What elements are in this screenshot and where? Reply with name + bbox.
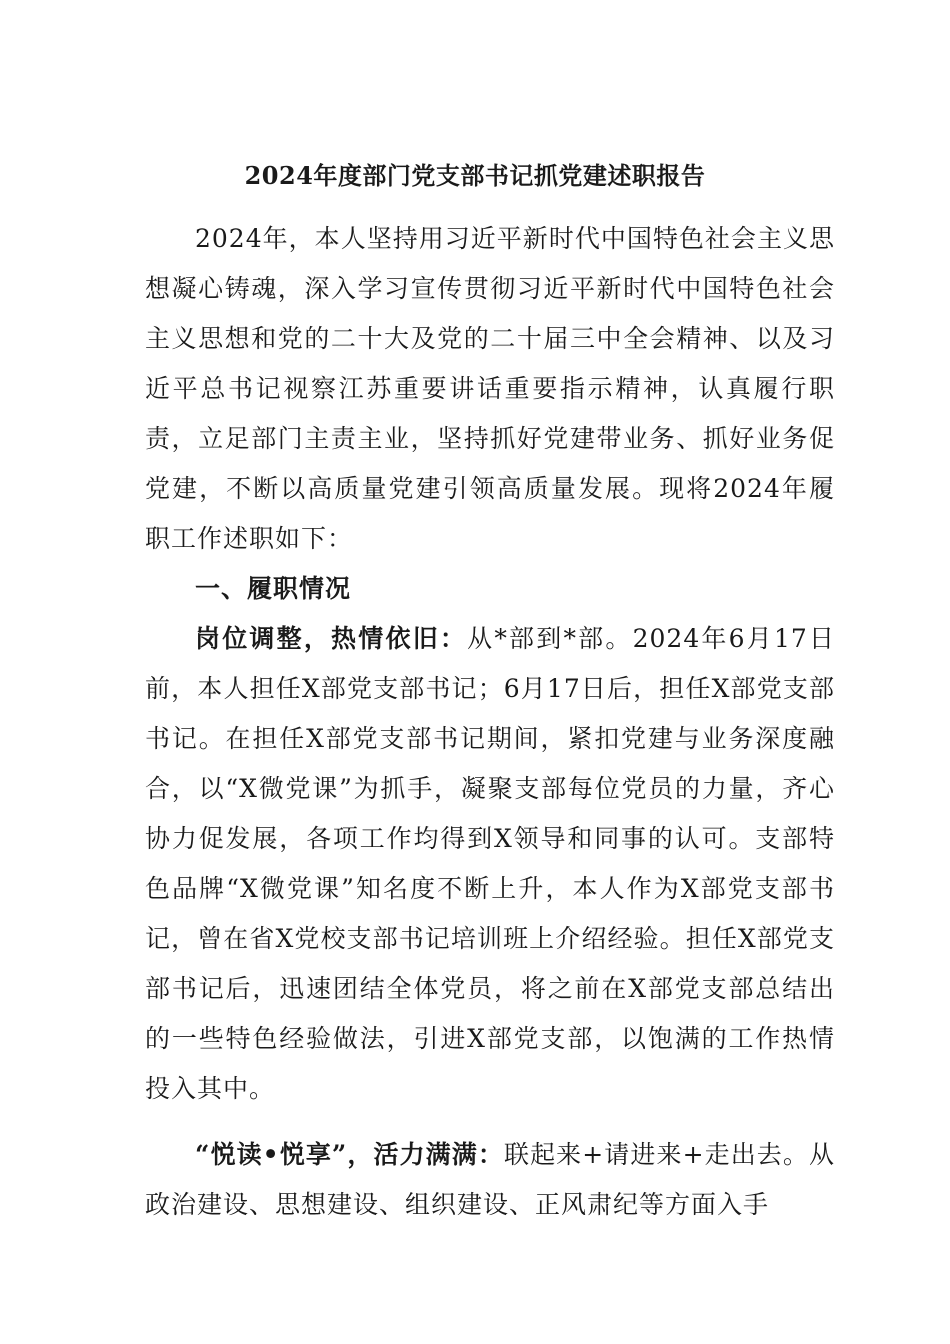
document-body <box>145 214 835 1230</box>
document-title: 2024年度部门党支部书记抓党建述职报告 <box>244 161 706 190</box>
item2-paragraph <box>145 1130 835 1230</box>
item2-lead: “悦读•悦享”，活力满满： <box>195 1140 504 1169</box>
item1-lead: 岗位调整，热情依旧： <box>195 624 468 653</box>
section-heading: 一、履职情况 <box>195 574 352 603</box>
item2-text: 联起来+请进来+走出去。从政治建设、思想建设、组织建设、正风肃纪等方面入手 <box>145 1140 835 1219</box>
item1-paragraph <box>145 614 835 1114</box>
paragraph-gap <box>145 1114 835 1130</box>
item1-text: 从*部到*部。2024年6月17日前，本人担任X部党支部书记；6月17日后，担任X部党支部书记。在担任X部党支部书记期间，紧扣党建与业务深度融合，以“X微党课”为抓手，凝聚支部每位党员的力量，齐心协力促发展，各项工作均得到X领导和同事的认可。支部特色品牌“X微党课”知名度不断上升，本人作为X部党支部书记，曾在省X党校支部书记培训班上介绍经验。担任X部党支部书记后，迅速团结全体党员，将之前在X部党支部总结出的一些特色经验做法，引进X部党支部，以饱满的工作热情投入其中。 <box>145 624 835 1103</box>
intro-paragraph: 2024年，本人坚持用习近平新时代中国特色社会主义思想凝心铸魂，深入学习宣传贯彻习近平新时代中国特色社会主义思想和党的二十大及党的二十届三中全会精神、以及习近平总书记视察江苏重要讲话重要指示精神，认真履行职责，立足部门主责主业，坚持抓好党建带业务、抓好业务促党建，不断以高质量党建引领高质量发展。现将2024年履职工作述职如下： <box>145 224 835 553</box>
